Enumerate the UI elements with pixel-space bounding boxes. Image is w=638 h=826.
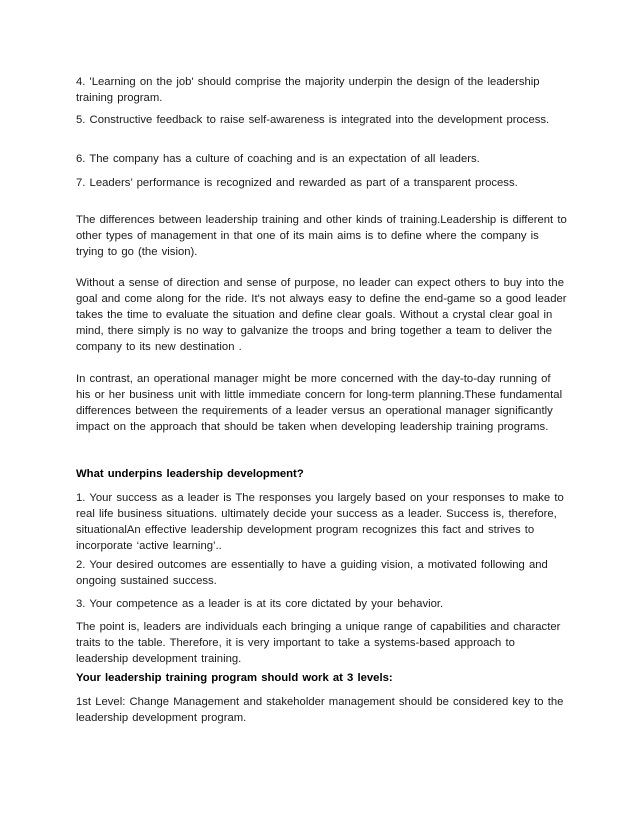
heading-underpins: What underpins leadership development? (76, 468, 304, 480)
paragraph-training-differences: The differences between leadership training and other kinds of training.Leadership is different to other types of management in that one of its main aims is to define where the company is trying to go (the vision). (76, 214, 567, 258)
paragraph-operational-manager: In contrast, an operational manager might be more concerned with the day-to-day running of his or her business unit with little immediate concern for long-term planning.These fundamental differences between the requirements of a leader versus an operational manager significantly impact on the approach that should be taken when developing leadership training programs. (76, 373, 563, 433)
paragraph-point-7: 7. Leaders’ performance is recognized and rewarded as part of a transparent process. (76, 177, 518, 189)
paragraph-point-is: The point is, leaders are individuals each bringing a unique range of capabilities and character traits to the table. Therefore, it is very important to take a systems-based approach to leadership development training. (76, 621, 561, 665)
paragraph-outcomes: 2. Your desired outcomes are essentially to have a guiding vision, a motivated following and ongoing sustained success. (76, 559, 548, 587)
paragraph-point-6: 6. The company has a culture of coaching and is an expectation of all leaders. (76, 153, 480, 165)
paragraph-success: 1. Your success as a leader is The responses you largely based on your responses to make to real life business situations. ultimately decide your success as a leader. Success is, therefore, situationalAn effective leadership development program recognizes this fact and strives to incorporate ‘active learning’.. (76, 492, 564, 552)
paragraph-direction-purpose: Without a sense of direction and sense of purpose, no leader can expect others to buy into the goal and come along for the ride. It's not always easy to define the end-game so a good leader takes the time to evaluate the situation and define clear goals. Without a crystal clear goal in mind, there simply is no way to galvanize the troops and bring together a team to deliver the company to its new destination . (76, 277, 567, 353)
heading-three-levels: Your leadership training program should work at 3 levels: (76, 672, 393, 684)
paragraph-competence: 3. Your competence as a leader is at its core dictated by your behavior. (76, 598, 444, 610)
paragraph-point-5: 5. Constructive feedback to raise self-awareness is integrated into the development process. (76, 114, 550, 126)
paragraph-point-4: 4. 'Learning on the job' should comprise the majority underpin the design of the leadership training program. (76, 76, 540, 104)
paragraph-first-level: 1st Level: Change Management and stakeholder management should be considered key to the leadership development program. (76, 696, 564, 724)
